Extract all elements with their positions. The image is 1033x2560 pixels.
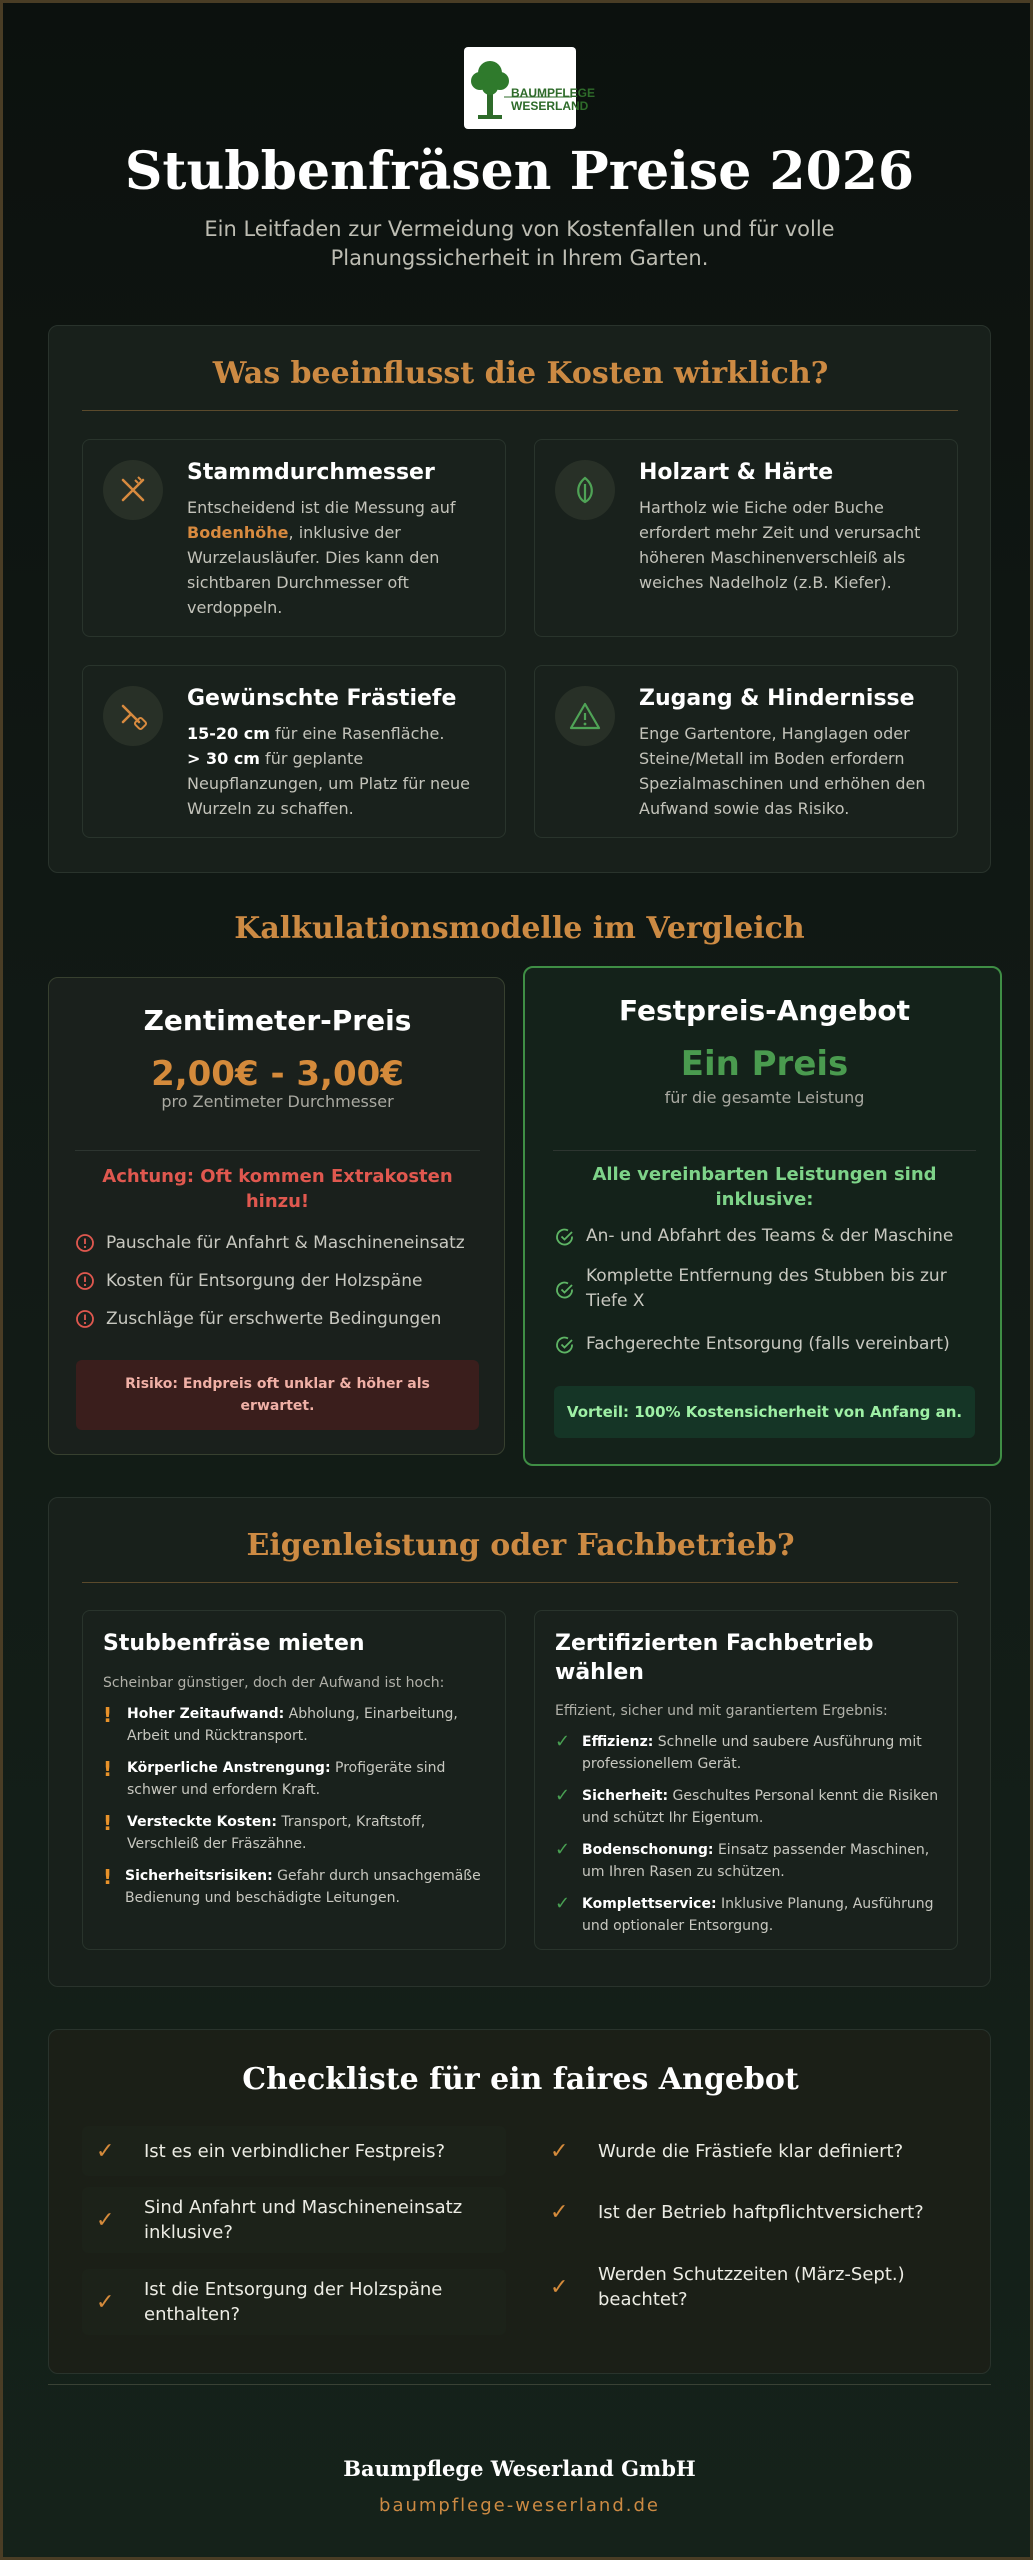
card-title: Gewünschte Frästiefe: [187, 686, 457, 711]
card-title: Holzart & Härte: [639, 460, 834, 485]
list-item-text: Zuschläge für erschwerte Bedingungen: [106, 1308, 442, 1329]
rent-intro: Scheinbar günstiger, doch der Aufwand ist hoch:: [103, 1675, 445, 1691]
check-icon: ✓: [555, 1893, 571, 1914]
checklist-item-text: Ist es ein verbindlicher Festpreis?: [144, 2140, 446, 2162]
checklist-item: [82, 2187, 506, 2253]
checklist-item: [82, 2126, 506, 2176]
diy-section: [48, 1497, 991, 1987]
cm-warning: Achtung: Oft kommen Extrakosten hinzu!: [102, 1166, 453, 1212]
checklist-item-text: Werden Schutzzeiten (März-Sept.) beachtet?: [598, 2264, 905, 2310]
card-text: [187, 721, 487, 821]
pro-title: Zertifizierten Fachbetrieb wählen: [555, 1631, 874, 1685]
diy-rent-card: [82, 1610, 506, 1950]
fixed-divider: [553, 1150, 976, 1151]
checklist-item: [536, 2126, 960, 2176]
check-circle-icon: [555, 1227, 575, 1247]
list-item-text: Kosten für Entsorgung der Holzspäne: [106, 1270, 423, 1291]
list-item: [555, 1264, 975, 1314]
diy-divider: [82, 1582, 958, 1583]
check-icon: ✓: [96, 2138, 115, 2164]
footer-url[interactable]: baumpflege-weserland.de: [379, 2495, 660, 2516]
alert-circle-icon: [75, 1271, 95, 1291]
check-icon: ✓: [555, 1731, 571, 1752]
list-item: [103, 1811, 493, 1855]
checklist-item-text: Ist der Betrieb haftpflichtversichert?: [598, 2201, 924, 2223]
checklist-title: Checkliste für ein faires Angebot: [242, 2062, 799, 2097]
fixed-price-title: Festpreis-Angebot: [618, 994, 911, 1027]
depth-lawn: 15-20 cm: [187, 724, 270, 743]
check-icon: ✓: [555, 1839, 571, 1860]
card-title: Stammdurchmesser: [187, 460, 435, 485]
saw-icon: [103, 460, 163, 520]
company-logo: [464, 47, 595, 129]
check-icon: ✓: [550, 2274, 569, 2300]
checklist-item-text: Ist die Entsorgung der Holzspäne enthalten?: [144, 2279, 443, 2325]
checklist-section: [48, 2029, 991, 2374]
check-icon: ✓: [96, 2289, 115, 2315]
card-highlight: Bodenhöhe: [187, 523, 289, 542]
cost-card-depth: [82, 665, 506, 838]
exclamation-icon: !: [103, 1757, 113, 1781]
alert-circle-icon: [75, 1309, 95, 1329]
list-item: [555, 1893, 945, 1937]
exclamation-icon: !: [103, 1811, 113, 1835]
check-circle-icon: [555, 1335, 575, 1355]
list-item: [75, 1226, 485, 1260]
list-item: [103, 1865, 493, 1909]
advantage-text: Vorteil: 100% Kostensicherheit von Anfang an.: [566, 1403, 963, 1421]
cost-card-diameter: [82, 439, 506, 637]
depth-lawn-text: für eine Rasenfläche.: [269, 724, 445, 743]
depth-plant-text: für geplante Neupflanzungen, um Platz für neue Wurzeln zu schaffen.: [187, 749, 470, 818]
models-title: Kalkulationsmodelle im Vergleich: [234, 911, 805, 946]
logo-line2: WESERLAND: [511, 99, 589, 113]
list-item-text: Hoher Zeitaufwand: Abholung, Einarbeitung, Arbeit und Rücktransport.: [127, 1706, 458, 1744]
list-item: [103, 1703, 493, 1747]
risk-text: Risiko: Endpreis oft unklar & höher als erwartet.: [125, 1376, 430, 1414]
check-icon: ✓: [550, 2138, 569, 2164]
tools-icon: [103, 686, 163, 746]
checklist-item: [82, 2269, 506, 2335]
diy-title: Eigenleistung oder Fachbetrieb?: [246, 1528, 795, 1563]
checklist-item-text: Wurde die Frästiefe klar definiert?: [598, 2140, 904, 2162]
list-item: [103, 1757, 493, 1801]
fixed-price-sub: für die gesamte Leistung: [664, 1088, 865, 1107]
costs-section: [48, 325, 991, 873]
fixed-price-value: Ein Preis: [680, 1044, 849, 1084]
check-icon: ✓: [550, 2199, 569, 2225]
list-item-text: An- und Abfahrt des Teams & der Maschine: [586, 1226, 954, 1246]
list-item-text: Fachgerechte Entsorgung (falls vereinbart): [586, 1334, 950, 1354]
list-item-text: Pauschale für Anfahrt & Maschineneinsatz: [106, 1232, 465, 1253]
footer-divider: [48, 2384, 991, 2385]
checklist-item: [536, 2254, 960, 2320]
checklist-item: [536, 2187, 960, 2237]
list-item-text: Sicherheitsrisiken: Gefahr durch unsachgemäße Bedienung und beschädigte Leitungen.: [125, 1868, 481, 1906]
logo-line1: BAUMPFLEGE: [511, 86, 595, 100]
card-title: Zugang & Hindernisse: [639, 686, 915, 711]
advantage-box: [554, 1386, 975, 1438]
list-item-text: Körperliche Anstrengung: Profigeräte sind schwer und erfordern Kraft.: [127, 1760, 446, 1798]
cm-price-title: Zentimeter-Preis: [143, 1004, 412, 1037]
list-item: [75, 1264, 485, 1298]
cost-card-access: [534, 665, 958, 838]
rent-title: Stubbenfräse mieten: [103, 1631, 365, 1656]
costs-title: Was beeinflusst die Kosten wirklich?: [212, 356, 829, 391]
list-item-text: Komplettservice: Inklusive Planung, Ausführung und optionaler Entsorgung.: [582, 1896, 934, 1934]
card-text: Hartholz wie Eiche oder Buche erfordert mehr Zeit und verursacht höheren Maschinenverschleiß als weiches Nadelholz (z.B. Kiefer).: [639, 498, 921, 592]
diy-pro-card: [534, 1610, 958, 1950]
check-icon: ✓: [96, 2207, 115, 2233]
list-item: [75, 1302, 485, 1336]
warning-icon: [555, 686, 615, 746]
costs-divider: [82, 410, 958, 411]
card-text-post: , inklusive der Wurzelausläufer. Dies kann den sichtbaren Durchmesser oft verdoppeln.: [187, 523, 440, 617]
fixed-price-card: [523, 966, 1002, 1466]
cm-divider: [75, 1150, 480, 1151]
list-item-text: Komplette Entfernung des Stubben bis zur Tiefe X: [586, 1266, 947, 1311]
cm-price-card: [48, 977, 505, 1455]
pro-intro: Effizient, sicher und mit garantiertem Ergebnis:: [555, 1703, 888, 1719]
check-circle-icon: [555, 1280, 575, 1300]
page-title: Stubbenfräsen Preise 2026: [124, 141, 915, 202]
fixed-included: Alle vereinbarten Leistungen sind inklusive:: [592, 1164, 937, 1210]
cost-card-wood: [534, 439, 958, 637]
leaf-icon: [555, 460, 615, 520]
risk-box: [76, 1360, 479, 1430]
footer-company: Baumpflege Weserland GmbH: [343, 2456, 696, 2481]
exclamation-icon: !: [103, 1703, 113, 1727]
page-subtitle: Ein Leitfaden zur Vermeidung von Kostenfallen und für volle Planungssicherheit in Ihrem Garten.: [204, 217, 835, 270]
cm-price-sub: pro Zentimeter Durchmesser: [161, 1092, 394, 1111]
list-item-text: Sicherheit: Geschultes Personal kennt die Risiken und schützt Ihr Eigentum.: [582, 1788, 939, 1826]
list-item: [555, 1224, 975, 1249]
list-item: [555, 1332, 975, 1357]
depth-plant: > 30 cm: [187, 749, 260, 768]
cm-price-value: 2,00€ - 3,00€: [151, 1054, 404, 1094]
list-item: [555, 1785, 945, 1829]
exclamation-icon: !: [103, 1865, 113, 1889]
list-item-text: Bodenschonung: Einsatz passender Maschinen, um Ihren Rasen zu schützen.: [582, 1842, 930, 1880]
alert-circle-icon: [75, 1233, 95, 1253]
list-item-text: Versteckte Kosten: Transport, Kraftstoff, Verschleiß der Fräszähne.: [127, 1814, 426, 1852]
list-item-text: Effizienz: Schnelle und saubere Ausführung mit professionellem Gerät.: [582, 1734, 922, 1772]
card-text: Enge Gartentore, Hanglagen oder Steine/Metall im Boden erfordern Spezialmaschinen und erhöhen den Aufwand sowie das Risiko.: [639, 724, 926, 818]
card-text-pre: Entscheidend ist die Messung auf: [187, 498, 456, 517]
list-item: [555, 1839, 945, 1883]
check-icon: ✓: [555, 1785, 571, 1806]
card-text: [187, 495, 487, 620]
checklist-item-text: Sind Anfahrt und Maschineneinsatz inklusive?: [144, 2197, 463, 2243]
list-item: [555, 1731, 945, 1775]
